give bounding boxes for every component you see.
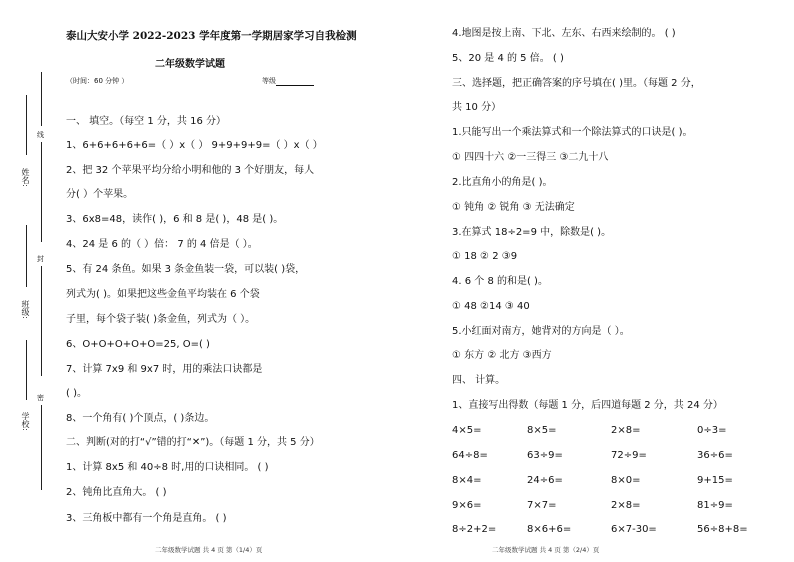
right-line-14: 四、 计算。 [452,375,506,386]
calc-item: 24÷6= [527,475,563,486]
right-line-12: 5.小红面对南方，她背对的方向是（ ）。 [452,326,630,337]
left-line-0: 一、 填空。（每空 1 分，共 16 分） [66,116,226,127]
left-line-12: 8、一个角有( )个顶点，( )条边。 [66,413,215,424]
left-line-16: 3、三角板中都有一个角是直角。 ( ) [66,513,227,524]
binding-line-bottom [41,405,42,490]
footer-left: 二年级数学试题 共 4 页 第（1/4）页 [155,546,263,554]
time-label: （时间：60 分钟 ） [66,77,129,85]
name-label: 姓名: [21,168,30,187]
right-line-7: ① 钝角 ② 锐角 ③ 无法确定 [452,202,575,213]
right-line-2: 三、选择题，把正确答案的序号填在( )里。（每题 2 分， [452,78,701,89]
binding-seal-char: 封 [37,255,44,263]
calc-item: 36÷6= [697,450,733,461]
right-line-1: 5、20 是 4 的 5 倍。 ( ) [452,53,564,64]
exam-subtitle: 二年级数学试题 [155,59,225,70]
calc-item: 81÷9= [697,500,733,511]
right-line-13: ① 东方 ② 北方 ③西方 [452,350,552,361]
calc-item: 64÷8= [452,450,488,461]
calc-item: 8÷2+2= [452,524,497,535]
calc-item: 7×7= [527,500,557,511]
right-line-10: 4. 6 个 8 的和是( )。 [452,276,548,287]
class-label: 班级: [21,300,30,319]
school-label: 学校: [21,412,30,431]
calc-item: 8×5= [527,425,557,436]
left-line-8: 子里，每个袋子装( )条金鱼，列式为（ ）。 [66,314,256,325]
calc-item: 56÷8+8= [697,524,748,535]
left-line-3: 分( ）个苹果。 [66,189,134,200]
calc-item: 8×4= [452,475,482,486]
left-line-5: 4、24 是 6 的（ ）倍： 7 的 4 倍是（ ）。 [66,239,258,250]
right-line-6: 2.比直角小的角是( )。 [452,177,553,188]
left-line-4: 3、6x8=48，读作( )，6 和 8 是( )，48 是( )。 [66,214,284,225]
binding-line-top [41,72,42,126]
calc-item: 4×5= [452,425,482,436]
binding-line-mid1 [41,142,42,242]
calc-item: 9+15= [697,475,733,486]
name-blank-line [26,95,27,155]
binding-line-char: 线 [37,131,44,139]
right-line-15: 1、直接写出得数（每题 1 分，后四道每题 2 分，共 24 分） [452,400,723,411]
left-line-7: 列式为( )。如果把这些金鱼平均装在 6 个袋 [66,289,260,300]
left-line-10: 7、计算 7x9 和 9x7 时，用的乘法口诀都是 [66,364,263,375]
calc-item: 8×0= [611,475,641,486]
right-line-0: 4.地图是按上南、下北、左东、右西来绘制的。 ( ) [452,28,676,39]
calc-item: 2×8= [611,500,641,511]
right-line-4: 1.只能写出一个乘法算式和一个除法算式的口诀是( )。 [452,127,693,138]
left-line-11: ( )。 [66,388,87,399]
left-line-13: 二、判断(对的打“√”错的打“✕”)。（每题 1 分，共 5 分） [66,437,320,448]
class-blank-line [26,225,27,287]
left-line-1: 1、6+6+6+6+6=（ ）x（ ） 9+9+9+9=（ ）x（ ） [66,140,323,151]
left-line-2: 2、把 32 个苹果平均分给小明和他的 3 个好朋友，每人 [66,165,315,176]
grade-blank[interactable] [276,76,314,86]
calc-item: 9×6= [452,500,482,511]
right-line-3: 共 10 分） [452,102,502,113]
calc-item: 8×6+6= [527,524,572,535]
binding-line-mid2 [41,266,42,376]
school-blank-line [26,340,27,400]
calc-item: 2×8= [611,425,641,436]
calc-item: 63÷9= [527,450,563,461]
left-line-6: 5、有 24 条鱼。如果 3 条金鱼装一袋，可以装( )袋， [66,264,306,275]
left-line-14: 1、计算 8x5 和 40÷8 时,用的口诀相同。 ( ) [66,462,269,473]
binding-secret-char: 密 [37,394,44,402]
right-line-11: ① 48 ②14 ③ 40 [452,301,530,312]
grade-field [262,76,314,86]
calc-item: 72÷9= [611,450,647,461]
footer-right: 二年级数学试题 共 4 页 第（2/4）页 [492,546,600,554]
calc-item: 6×7-30= [611,524,657,535]
exam-title: 泰山大安小学 2022-2023 学年度第一学期居家学习自我检测 [66,30,357,42]
left-line-9: 6、O+O+O+O+O=25, O=( ) [66,339,210,350]
right-line-9: ① 18 ② 2 ③9 [452,251,518,262]
left-line-15: 2、钝角比直角大。 ( ) [66,487,167,498]
right-line-8: 3.在算式 18÷2=9 中，除数是( )。 [452,227,612,238]
calc-item: 0÷3= [697,425,727,436]
grade-label: 等级 [262,77,276,85]
right-line-5: ① 四四十六 ②一三得三 ③二九十八 [452,152,609,163]
